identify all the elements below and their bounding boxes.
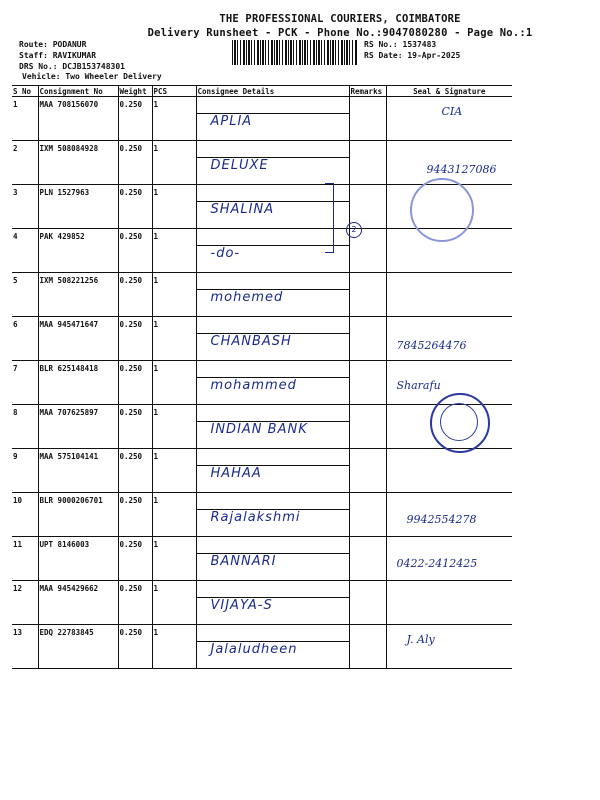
row-pcs: 1 xyxy=(152,449,196,493)
row-pcs: 1 xyxy=(152,405,196,449)
row-seal-signature xyxy=(386,97,512,141)
handwritten-signature: J. Aly xyxy=(406,633,435,646)
row-sno: 13 xyxy=(12,625,38,669)
row-seal-signature xyxy=(386,493,512,537)
row-seal-signature xyxy=(386,449,512,493)
row-remarks xyxy=(349,581,386,625)
row-weight: 0.250 xyxy=(118,97,152,141)
row-remarks xyxy=(349,449,386,493)
row-consignment-number: MAA 945471647 xyxy=(38,317,118,361)
handwritten-signature: 9942554278 xyxy=(406,513,477,526)
row-consignee-name: DELUXE xyxy=(210,158,269,173)
col-seal: Seal & Signature xyxy=(386,86,512,97)
row-sno: 12 xyxy=(12,581,38,625)
row-sno: 8 xyxy=(12,405,38,449)
row-consignment-number: MAA 707625897 xyxy=(38,405,118,449)
row-seal-signature xyxy=(386,537,512,581)
row-remarks xyxy=(349,317,386,361)
row-weight: 0.250 xyxy=(118,229,152,273)
row-weight: 0.250 xyxy=(118,405,152,449)
row-pcs: 1 xyxy=(152,141,196,185)
row-weight: 0.250 xyxy=(118,361,152,405)
rs-number: RS No.: 1537483 xyxy=(364,40,437,49)
row-consignee-name: Rajalakshmi xyxy=(210,510,301,525)
row-consignee-cell xyxy=(196,141,349,185)
row-consignee-cell xyxy=(196,449,349,493)
handwritten-signature: CIA xyxy=(441,105,463,118)
row-weight: 0.250 xyxy=(118,625,152,669)
row-consignee-name: CHANBASH xyxy=(210,334,292,349)
row-sno: 6 xyxy=(12,317,38,361)
row-sno: 5 xyxy=(12,273,38,317)
row-pcs: 1 xyxy=(152,625,196,669)
row-consignee-name: mohemed xyxy=(210,290,284,305)
row-pcs: 1 xyxy=(152,273,196,317)
table-row xyxy=(12,581,512,625)
drs-number: DRS No.: DCJB153748301 xyxy=(19,62,125,71)
document-subtitle: Delivery Runsheet - PCK - Phone No.:9047080280 - Page No.:1 xyxy=(147,27,533,39)
row-pcs: 1 xyxy=(152,97,196,141)
row-consignee-name: -do- xyxy=(210,246,241,261)
row-consignment-number: EDQ 22783845 xyxy=(38,625,118,669)
row-consignee-name: HAHAA xyxy=(210,466,262,481)
col-pcs: PCS xyxy=(152,86,196,97)
row-consignee-name: INDIAN BANK xyxy=(210,422,308,437)
handwritten-signature: 0422-2412425 xyxy=(396,557,478,570)
barcode xyxy=(232,40,357,65)
row-weight: 0.250 xyxy=(118,581,152,625)
row-pcs: 1 xyxy=(152,493,196,537)
delivery-table xyxy=(12,85,512,669)
row-sno: 7 xyxy=(12,361,38,405)
vehicle-label: Vehicle: Two Wheeler Delivery xyxy=(22,72,162,81)
row-consignee-name: VIJAYA-S xyxy=(210,598,273,613)
row-sno: 3 xyxy=(12,185,38,229)
row-consignment-number: UPT 8146003 xyxy=(38,537,118,581)
row-sno: 11 xyxy=(12,537,38,581)
row-consignee-cell xyxy=(196,317,349,361)
row-weight: 0.250 xyxy=(118,141,152,185)
row-pcs: 1 xyxy=(152,229,196,273)
col-sno: S No xyxy=(12,86,38,97)
row-weight: 0.250 xyxy=(118,493,152,537)
row-consignment-number: MAA 575104141 xyxy=(38,449,118,493)
row-consignee-cell xyxy=(196,273,349,317)
col-consignment: Consignment No xyxy=(38,86,118,97)
row-consignment-number: MAA 945429662 xyxy=(38,581,118,625)
bank-stamp-inner-ring xyxy=(440,403,478,441)
row-consignee-name: APLIA xyxy=(210,114,253,129)
row-remarks xyxy=(349,97,386,141)
table-header-row xyxy=(12,86,512,97)
row-consignment-number: BLR 625148418 xyxy=(38,361,118,405)
row-consignment-number: MAA 708156070 xyxy=(38,97,118,141)
row-seal-signature xyxy=(386,273,512,317)
row-sno: 10 xyxy=(12,493,38,537)
row-consignee-cell xyxy=(196,361,349,405)
row-remarks xyxy=(349,493,386,537)
row-remarks xyxy=(349,361,386,405)
row-weight: 0.250 xyxy=(118,537,152,581)
table-row xyxy=(12,537,512,581)
table-row xyxy=(12,493,512,537)
table-row xyxy=(12,317,512,361)
row-consignee-name: SHALINA xyxy=(210,202,275,217)
row-weight: 0.250 xyxy=(118,449,152,493)
row-remarks xyxy=(349,273,386,317)
row-consignee-name: Jalaludheen xyxy=(210,642,298,657)
row-seal-signature xyxy=(386,317,512,361)
row-consignment-number: IXM 508221256 xyxy=(38,273,118,317)
table-row xyxy=(12,625,512,669)
row-consignee-name: BANNARI xyxy=(210,554,277,569)
row-remarks xyxy=(349,625,386,669)
company-stamp xyxy=(410,178,474,242)
row-sno: 1 xyxy=(12,97,38,141)
row-weight: 0.250 xyxy=(118,185,152,229)
handwritten-signature: 7845264476 xyxy=(396,339,467,352)
row-weight: 0.250 xyxy=(118,317,152,361)
row-seal-signature xyxy=(386,625,512,669)
col-weight: Weight xyxy=(118,86,152,97)
row-remarks xyxy=(349,405,386,449)
document-title: THE PROFESSIONAL COURIERS, COIMBATORE xyxy=(219,13,461,25)
row-consignment-number: PLN 1527963 xyxy=(38,185,118,229)
handwritten-signature: 9443127086 xyxy=(426,163,497,176)
row-sno: 4 xyxy=(12,229,38,273)
row-consignment-number: PAK 429852 xyxy=(38,229,118,273)
row-consignee-cell xyxy=(196,405,349,449)
row-sno: 9 xyxy=(12,449,38,493)
row-remarks xyxy=(349,141,386,185)
table-row xyxy=(12,361,512,405)
row-pcs: 1 xyxy=(152,361,196,405)
consignee-bracket xyxy=(325,183,334,253)
row-consignee-cell xyxy=(196,581,349,625)
staff-label: Staff: RAVIKUMAR xyxy=(19,51,97,60)
remarks-mark: 2 xyxy=(346,222,362,238)
col-remarks: Remarks xyxy=(349,86,386,97)
row-consignee-cell xyxy=(196,493,349,537)
row-pcs: 1 xyxy=(152,185,196,229)
row-remarks xyxy=(349,537,386,581)
row-seal-signature xyxy=(386,581,512,625)
row-sno: 2 xyxy=(12,141,38,185)
handwritten-signature: Sharafu xyxy=(396,379,441,392)
row-pcs: 1 xyxy=(152,317,196,361)
col-consignee: Consignee Details xyxy=(196,86,349,97)
row-consignee-cell xyxy=(196,625,349,669)
row-consignee-name: mohammed xyxy=(210,378,297,393)
row-consignment-number: BLR 9000206701 xyxy=(38,493,118,537)
route-label: Route: PODANUR xyxy=(19,40,87,49)
row-weight: 0.250 xyxy=(118,273,152,317)
row-pcs: 1 xyxy=(152,537,196,581)
row-consignee-cell xyxy=(196,537,349,581)
row-consignment-number: IXM 508084928 xyxy=(38,141,118,185)
row-consignee-cell xyxy=(196,97,349,141)
table-row xyxy=(12,273,512,317)
row-pcs: 1 xyxy=(152,581,196,625)
table-row xyxy=(12,97,512,141)
rs-date: RS Date: 19-Apr-2025 xyxy=(364,51,461,60)
table-row xyxy=(12,449,512,493)
